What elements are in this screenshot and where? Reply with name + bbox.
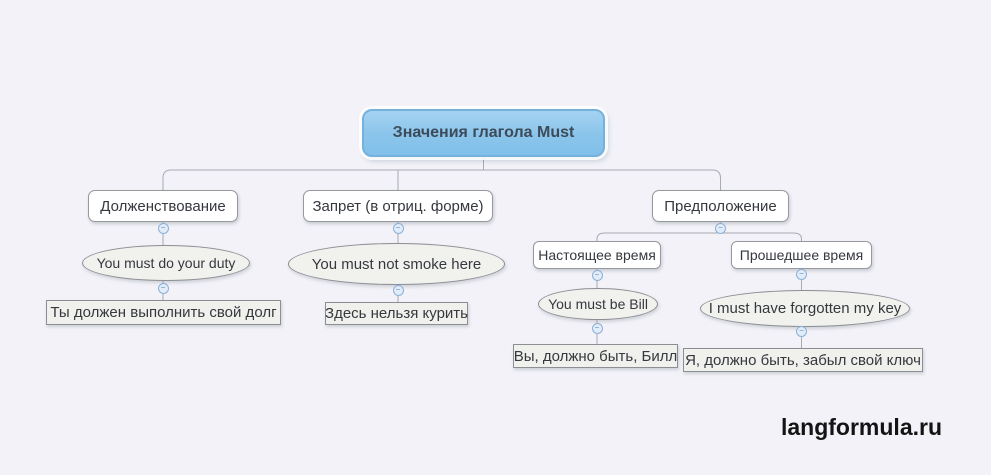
topic-node-present-tense[interactable]: Настоящее время xyxy=(533,241,661,269)
connector-level1-rail xyxy=(163,170,721,190)
translation-node-present[interactable]: Вы, должно быть, Билл xyxy=(513,344,678,368)
topic-node-past-tense[interactable]: Прошедшее время xyxy=(731,241,872,269)
translation-node-prohibition[interactable]: Здесь нельзя курить xyxy=(325,302,468,325)
root-node[interactable]: Значения глагола Must xyxy=(362,109,605,157)
collapse-icon-assumption[interactable]: − xyxy=(715,223,726,234)
site-watermark: langformula.ru xyxy=(780,414,942,440)
collapse-icon-past-tense[interactable]: − xyxy=(796,269,807,280)
collapse-icon-obligation[interactable]: − xyxy=(158,223,169,234)
example-node-past[interactable]: I must have forgotten my key xyxy=(700,290,910,327)
topic-node-prohibition[interactable]: Запрет (в отриц. форме) xyxy=(303,190,493,222)
topic-node-obligation[interactable]: Долженствование xyxy=(88,190,238,222)
translation-node-obligation[interactable]: Ты должен выполнить свой долг xyxy=(46,300,281,325)
example-node-prohibition[interactable]: You must not smoke here xyxy=(288,243,505,285)
translation-node-past[interactable]: Я, должно быть, забыл свой ключ xyxy=(683,348,923,372)
topic-node-assumption[interactable]: Предположение xyxy=(652,190,789,222)
collapse-icon-prohibition[interactable]: − xyxy=(393,223,404,234)
example-node-present[interactable]: You must be Bill xyxy=(538,288,658,320)
collapse-icon-present-tense[interactable]: − xyxy=(592,270,603,281)
collapse-icon-past-example[interactable]: − xyxy=(796,326,807,337)
connector-level2-rail xyxy=(597,233,802,241)
collapse-icon-prohibition-example[interactable]: − xyxy=(393,285,404,296)
example-node-obligation[interactable]: You must do your duty xyxy=(82,245,250,281)
collapse-icon-obligation-example[interactable]: − xyxy=(158,283,169,294)
collapse-icon-present-example[interactable]: − xyxy=(592,323,603,334)
